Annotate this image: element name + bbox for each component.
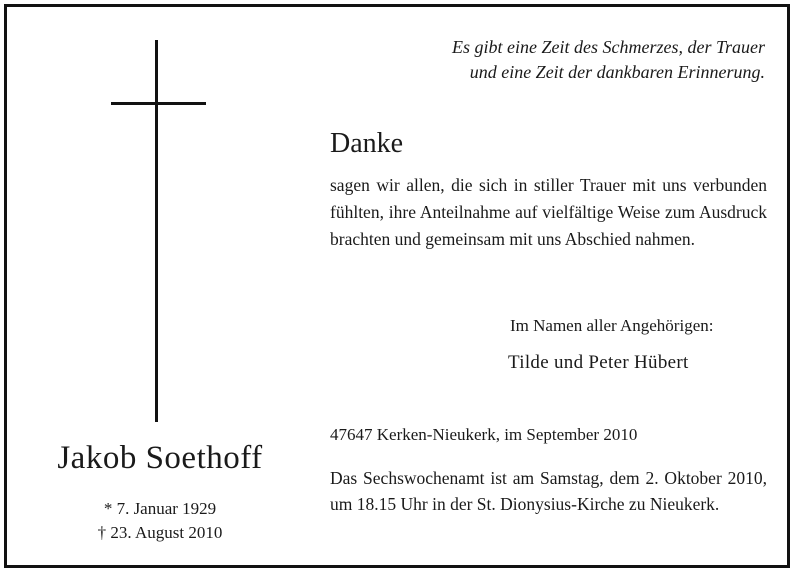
cross-horizontal-bar [111, 102, 206, 105]
motto-line-2: und eine Zeit der dankbaren Erinnerung. [469, 62, 765, 82]
cross-vertical-bar [155, 40, 158, 422]
on-behalf-label: Im Namen aller Angehörigen: [510, 316, 714, 335]
place-and-date: 47647 Kerken-Nieukerk, im September 2010 [330, 425, 638, 444]
service-notice: Das Sechswochenamt ist am Samstag, dem 2. Oktober 2010, um 18.15 Uhr in der St. Dionysius-Kirche zu Nieukerk. [330, 468, 767, 514]
motto-quote [360, 35, 765, 85]
life-dates [40, 497, 280, 545]
birth-date: * 7. Januar 1929 [103, 499, 217, 518]
deceased-name: Jakob Soethoff [57, 440, 263, 476]
thanks-text: sagen wir allen, die sich in stiller Trauer mit uns verbunden fühlten, ihre Anteilnahme auf vielfältige Weise zum Ausdruck brachten und gemeinsam mit uns Abschied nahmen. [330, 175, 767, 249]
motto-line-1: Es gibt eine Zeit des Schmerzes, der Trauer [452, 37, 765, 57]
thanks-heading: Danke [330, 128, 404, 159]
death-date: † 23. August 2010 [97, 523, 223, 542]
signer-names: Tilde und Peter Hübert [508, 352, 689, 373]
